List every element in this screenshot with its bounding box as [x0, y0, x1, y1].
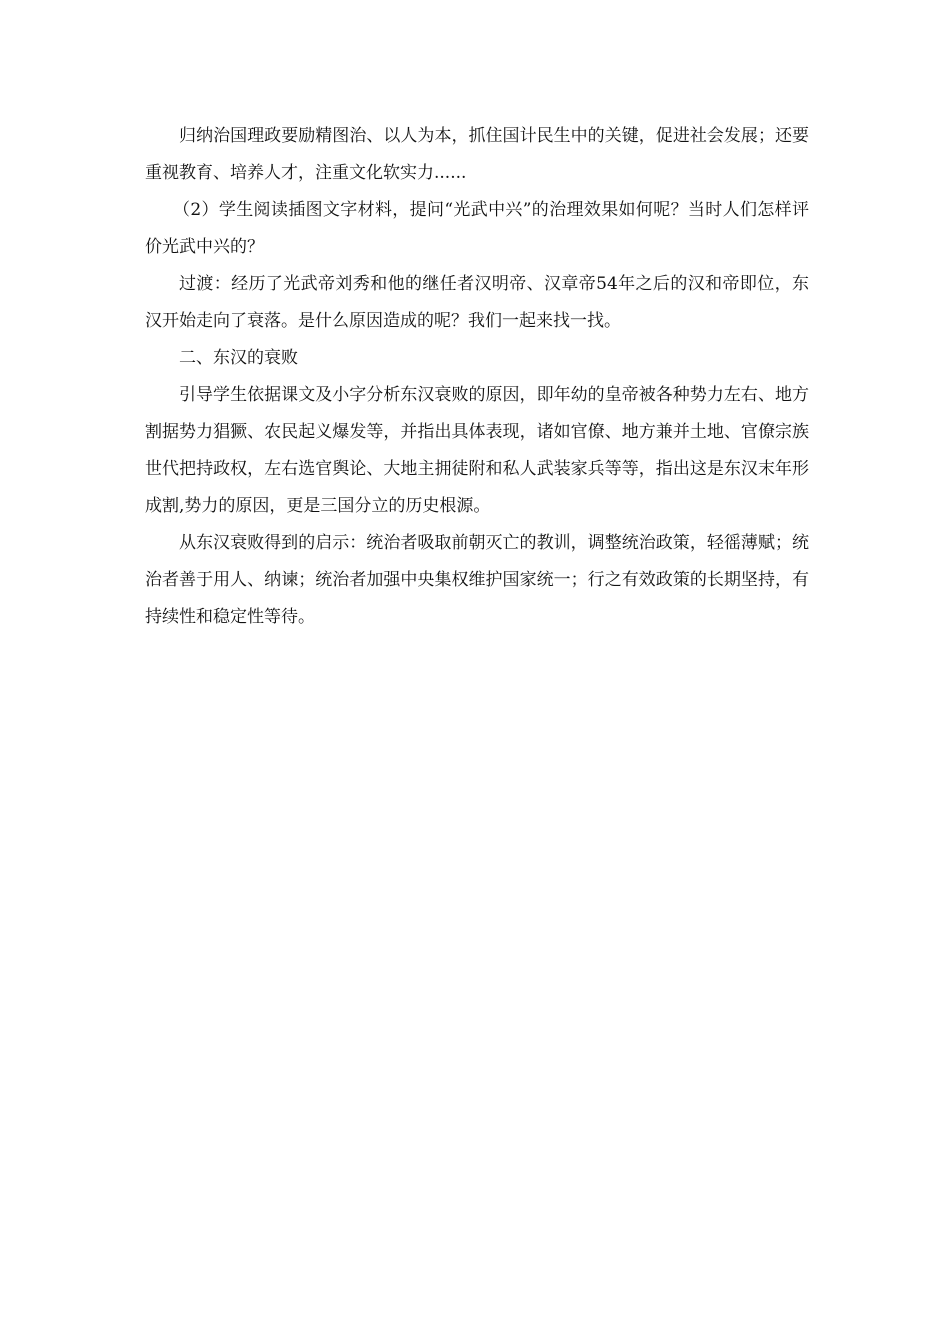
- paragraph-lessons: 从东汉衰败得到的启示：统治者吸取前朝灭亡的教训，调整统治政策，轻徭薄赋；统治者善于用人、纳谏；统治者加强中央集权维护国家统一；行之有效政策的长期坚持，有持续性和稳定性等待。: [145, 533, 809, 627]
- section-heading: 二、东汉的衰败: [179, 348, 298, 368]
- paragraph-analysis: 引导学生依据课文及小字分析东汉衰败的原因，即年幼的皇帝被各种势力左右、地方割据势力猖獗、农民起义爆发等，并指出具体表现，诸如官僚、地方兼并土地、官僚宗族世代把持政权，左右选官舆论、大地主拥徒附和私人武装家兵等等，指出这是东汉末年形成割,势力的原因，更是三国分立的历史根源。: [145, 385, 809, 516]
- paragraph-question: （2）学生阅读插图文字材料，提问“光武中兴”的治理效果如何呢？当时人们怎样评价光武中兴的？: [145, 200, 809, 257]
- document-body: [145, 118, 809, 636]
- paragraph-transition: 过渡：经历了光武帝刘秀和他的继任者汉明帝、汉章帝54年之后的汉和帝即位，东汉开始走向了衰落。是什么原因造成的呢？我们一起来找一找。: [145, 274, 809, 331]
- paragraph-summary: 归纳治国理政要励精图治、以人为本，抓住国计民生中的关键，促进社会发展；还要重视教育、培养人才，注重文化软实力......: [145, 126, 809, 183]
